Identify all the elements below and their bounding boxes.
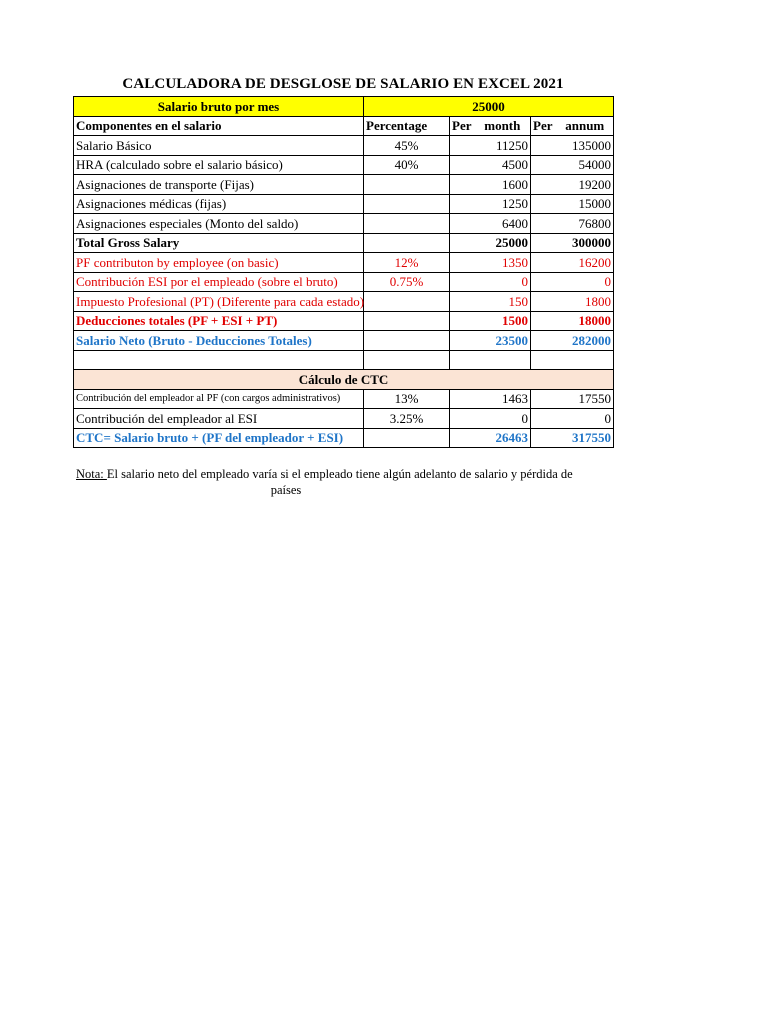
row-month-cell[interactable]: 1600: [450, 175, 531, 195]
row-month-cell[interactable]: 26463: [450, 428, 531, 448]
empty-cell[interactable]: [450, 350, 531, 370]
row-percentage-cell[interactable]: [364, 292, 450, 312]
row-annum-cell[interactable]: 19200: [531, 175, 614, 195]
row-percentage-cell[interactable]: 12%: [364, 253, 450, 273]
row-annum-cell[interactable]: 282000: [531, 331, 614, 351]
column-header-component[interactable]: Componentes en el salario: [74, 116, 364, 136]
column-header-per-month[interactable]: Per month: [450, 116, 531, 136]
row-percentage-cell[interactable]: 40%: [364, 155, 450, 175]
ctc-heading-cell[interactable]: Cálculo de CTC: [74, 370, 614, 390]
note-line-2: países: [270, 483, 302, 497]
ctc-total-row: [74, 428, 614, 448]
ctc-heading-row: [74, 370, 614, 390]
row-annum-cell[interactable]: 16200: [531, 253, 614, 273]
salary-table: [73, 96, 614, 448]
table-row: [74, 155, 614, 175]
footnote: [76, 466, 616, 498]
row-label-cell[interactable]: Asignaciones médicas (fijas): [74, 194, 364, 214]
empty-cell[interactable]: [74, 350, 364, 370]
row-percentage-cell[interactable]: [364, 311, 450, 331]
row-percentage-cell[interactable]: 3.25%: [364, 409, 450, 429]
row-label-cell[interactable]: Contribución ESI por el empleado (sobre el bruto): [74, 272, 364, 292]
row-month-cell[interactable]: 0: [450, 272, 531, 292]
row-annum-cell[interactable]: 300000: [531, 233, 614, 253]
row-label-cell[interactable]: Deducciones totales (PF + ESI + PT): [74, 311, 364, 331]
row-label-cell[interactable]: Salario Básico: [74, 136, 364, 156]
table-row: [74, 409, 614, 429]
row-percentage-cell[interactable]: 0.75%: [364, 272, 450, 292]
pf-employee-row: [74, 253, 614, 273]
gross-salary-label-cell[interactable]: Salario bruto por mes: [74, 97, 364, 117]
row-annum-cell[interactable]: 0: [531, 409, 614, 429]
row-annum-cell[interactable]: 76800: [531, 214, 614, 234]
row-month-cell[interactable]: 1500: [450, 311, 531, 331]
total-gross-row: [74, 233, 614, 253]
row-annum-cell[interactable]: 135000: [531, 136, 614, 156]
row-annum-cell[interactable]: 0: [531, 272, 614, 292]
esi-employee-row: [74, 272, 614, 292]
row-label-cell[interactable]: Contribución del empleador al ESI: [74, 409, 364, 429]
row-annum-cell[interactable]: 17550: [531, 389, 614, 409]
row-label-cell[interactable]: CTC= Salario bruto + (PF del empleador + ESI): [74, 428, 364, 448]
row-percentage-cell[interactable]: [364, 428, 450, 448]
row-month-cell[interactable]: 4500: [450, 155, 531, 175]
note-prefix: Nota:: [76, 467, 107, 481]
row-percentage-cell[interactable]: [364, 331, 450, 351]
table-row: [74, 175, 614, 195]
sheet-title: CALCULADORA DE DESGLOSE DE SALARIO EN EXCEL 2021: [122, 76, 564, 92]
net-salary-row: [74, 331, 614, 351]
row-month-cell[interactable]: 25000: [450, 233, 531, 253]
row-annum-cell[interactable]: 15000: [531, 194, 614, 214]
row-label-cell[interactable]: Asignaciones de transporte (Fijas): [74, 175, 364, 195]
row-month-cell[interactable]: 150: [450, 292, 531, 312]
column-header-percentage[interactable]: Percentage: [364, 116, 450, 136]
column-header-row: [74, 116, 614, 136]
table-row: [74, 194, 614, 214]
column-header-per-annum[interactable]: Per annum: [531, 116, 614, 136]
professional-tax-row: [74, 292, 614, 312]
row-month-cell[interactable]: 1350: [450, 253, 531, 273]
row-month-cell[interactable]: 23500: [450, 331, 531, 351]
empty-row: [74, 350, 614, 370]
row-label-cell[interactable]: PF contributon by employee (on basic): [74, 253, 364, 273]
row-annum-cell[interactable]: 54000: [531, 155, 614, 175]
gross-salary-value-cell[interactable]: 25000: [364, 97, 614, 117]
row-percentage-cell[interactable]: [364, 194, 450, 214]
row-label-cell[interactable]: Contribución del empleador al PF (con cargos administrativos): [74, 389, 364, 409]
row-percentage-cell[interactable]: 45%: [364, 136, 450, 156]
row-label-cell[interactable]: Total Gross Salary: [74, 233, 364, 253]
row-label-cell[interactable]: HRA (calculado sobre el salario básico): [74, 155, 364, 175]
table-row: [74, 389, 614, 409]
empty-cell[interactable]: [531, 350, 614, 370]
note-line-1: El salario neto del empleado varía si el empleado tiene algún adelanto de salario y pérdida de: [106, 467, 573, 481]
row-label-cell[interactable]: Impuesto Profesional (PT) (Diferente para cada estado): [74, 292, 364, 312]
row-month-cell[interactable]: 11250: [450, 136, 531, 156]
row-annum-cell[interactable]: 317550: [531, 428, 614, 448]
row-month-cell[interactable]: 1463: [450, 389, 531, 409]
row-month-cell[interactable]: 0: [450, 409, 531, 429]
row-percentage-cell[interactable]: [364, 233, 450, 253]
row-percentage-cell[interactable]: 13%: [364, 389, 450, 409]
gross-salary-header-row: [74, 97, 614, 117]
row-annum-cell[interactable]: 1800: [531, 292, 614, 312]
table-row: [74, 136, 614, 156]
row-label-cell[interactable]: Salario Neto (Bruto - Deducciones Totales): [74, 331, 364, 351]
row-label-cell[interactable]: Asignaciones especiales (Monto del saldo): [74, 214, 364, 234]
empty-cell[interactable]: [364, 350, 450, 370]
row-annum-cell[interactable]: 18000: [531, 311, 614, 331]
row-month-cell[interactable]: 6400: [450, 214, 531, 234]
row-month-cell[interactable]: 1250: [450, 194, 531, 214]
total-deductions-row: [74, 311, 614, 331]
table-row: [74, 214, 614, 234]
row-percentage-cell[interactable]: [364, 175, 450, 195]
row-percentage-cell[interactable]: [364, 214, 450, 234]
